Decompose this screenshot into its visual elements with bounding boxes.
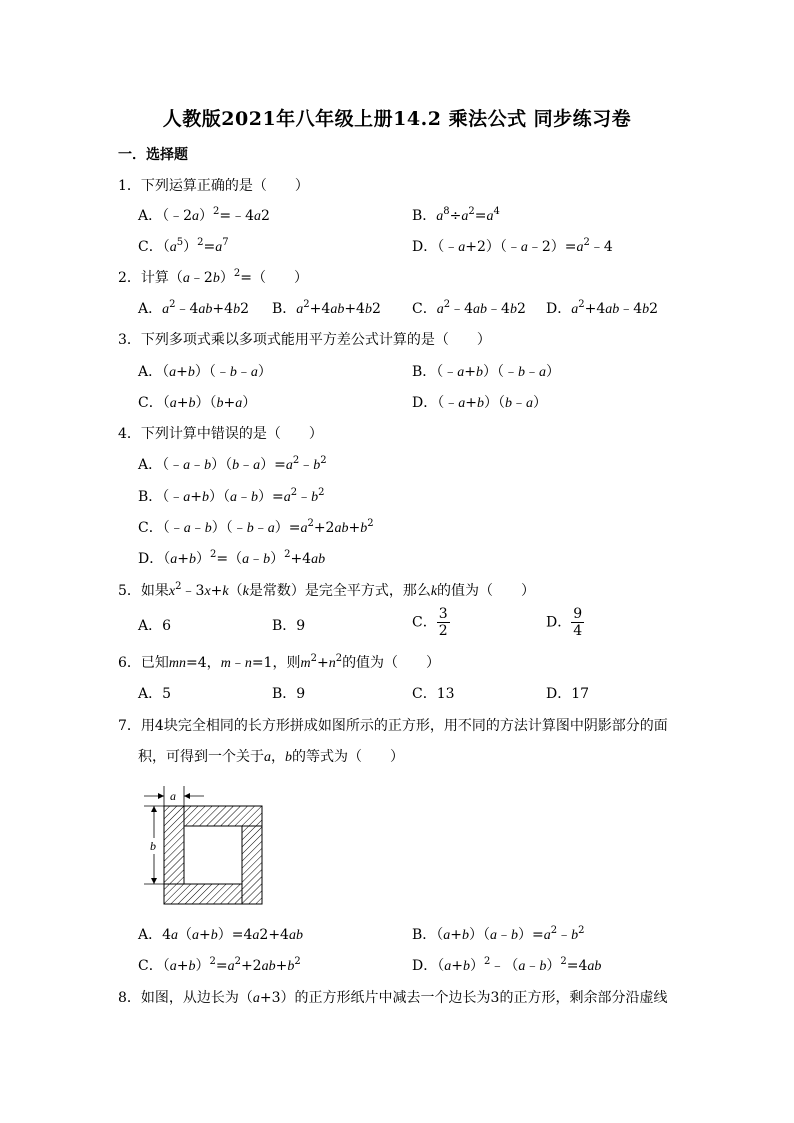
q6-option-a[interactable]: A．5 [138, 686, 172, 702]
q2-option-d[interactable]: D．$a^2+4ab﹣4b2$ [546, 299, 659, 317]
square-diagram [140, 786, 270, 906]
q5-option-b[interactable]: B．9 [272, 618, 306, 634]
fig-label-a: a [170, 789, 176, 803]
arrowhead-icon [151, 806, 157, 812]
q7-option-d[interactable]: D．$(a+b)^2﹣(a﹣b)^2=4ab$ [412, 956, 602, 974]
q5-option-c-label: C． [412, 614, 437, 631]
q5-option-d-label: D． [546, 614, 572, 631]
inner-square [184, 826, 242, 884]
q1-option-d[interactable]: D．$(﹣a+2)(﹣a﹣2)=a^2﹣4$ [412, 237, 613, 255]
q7-stem-line2: 积，可得到一个关于a，b的等式为（ ） [138, 749, 404, 765]
q4-option-c[interactable]: C．$(﹣a﹣b)(﹣b﹣a)=a^2+2ab+b^2$ [138, 518, 374, 536]
q2-stem: 2．计算（a﹣2b）$^2$=（ ） [118, 268, 308, 286]
q5-c-denominator: 2 [438, 623, 448, 639]
q3-option-d[interactable]: D．（﹣a+b）（b﹣a） [412, 395, 547, 411]
q1-option-b[interactable]: B．$a^8\div a^2=a^4$ [412, 206, 500, 224]
q1-option-c[interactable]: C．$(a^5)^2=a^7$ [138, 237, 229, 255]
q5-option-c[interactable] [412, 606, 450, 639]
q3-option-b[interactable]: B．（﹣a+b）（﹣b﹣a） [412, 364, 561, 380]
q5-option-d[interactable] [546, 606, 584, 639]
q2-option-a[interactable]: A．$a^2﹣4ab+4b2$ [138, 299, 249, 317]
q5-option-c-fraction [437, 606, 450, 639]
document-title: 人教版2021年八年级上册14.2 乘法公式 同步练习卷 [162, 108, 632, 130]
q4-stem: 4．下列计算中错误的是（ ） [118, 426, 323, 442]
q7-option-c[interactable]: C．$(a+b)^2=a^2+2ab+b^2$ [138, 956, 301, 974]
q5-c-numerator: 3 [438, 606, 448, 622]
q3-stem: 3．下列多项式乘以多项式能用平方差公式计算的是（ ） [118, 332, 491, 348]
arrowhead-icon [151, 878, 157, 884]
section-heading: 一．选择题 [118, 147, 188, 163]
q5-option-d-fraction [571, 606, 584, 639]
q6-stem: 6．已知mn=4，m﹣n=1，则$m^2+n^2$的值为（ ） [118, 653, 441, 671]
q4-option-a[interactable]: A．$(﹣a﹣b)(b﹣a)=a^2﹣b^2$ [138, 455, 327, 473]
q2-option-b[interactable]: B．$a^2+4ab+4b2$ [272, 299, 381, 317]
arrowhead-icon [158, 793, 164, 799]
q6-option-c[interactable]: C．13 [412, 686, 455, 702]
q7-figure [140, 786, 270, 906]
q5-d-numerator: 9 [573, 606, 583, 622]
q4-option-d[interactable]: D．$(a+b)^2=(a﹣b)^2+4ab$ [138, 549, 326, 567]
q8-stem: 8．如图，从边长为（a+3）的正方形纸片中减去一个边长为3的正方形，剩余部分沿虚线 [118, 990, 668, 1006]
q7-option-b[interactable]: B．$(a+b)(a﹣b)=a^2﹣b^2$ [412, 925, 585, 943]
q1-stem: 1．下列运算正确的是（ ） [118, 178, 309, 194]
fig-label-b: b [150, 839, 156, 853]
arrowhead-icon [184, 793, 190, 799]
q2-option-c[interactable]: C．$a^2﹣4ab﹣4b2$ [412, 299, 526, 317]
q7-option-a[interactable]: A．4a（a+b）=4a2+4ab [138, 927, 303, 943]
q5-option-a[interactable]: A．6 [138, 618, 172, 634]
q6-option-d[interactable]: D．17 [546, 686, 590, 702]
q5-stem: 5．如果$x^2﹣3x+k(k$是常数）是完全平方式，那么k的值为（ ） [118, 581, 536, 599]
q6-option-b[interactable]: B．9 [272, 686, 306, 702]
q7-stem-line1: 7．用4块完全相同的长方形拼成如图所示的正方形，用不同的方法计算图中阴影部分的面 [118, 718, 668, 734]
q4-option-b[interactable]: B．$(﹣a+b)(a﹣b)=a^2﹣b^2$ [138, 487, 325, 505]
q5-d-denominator: 4 [573, 623, 583, 639]
q3-option-a[interactable]: A．（a+b）（﹣b﹣a） [138, 364, 272, 380]
q1-option-a[interactable]: A．（﹣2a）$^2$=﹣4a2 [138, 206, 270, 224]
q3-option-c[interactable]: C．（a+b）（b+a） [138, 395, 257, 411]
